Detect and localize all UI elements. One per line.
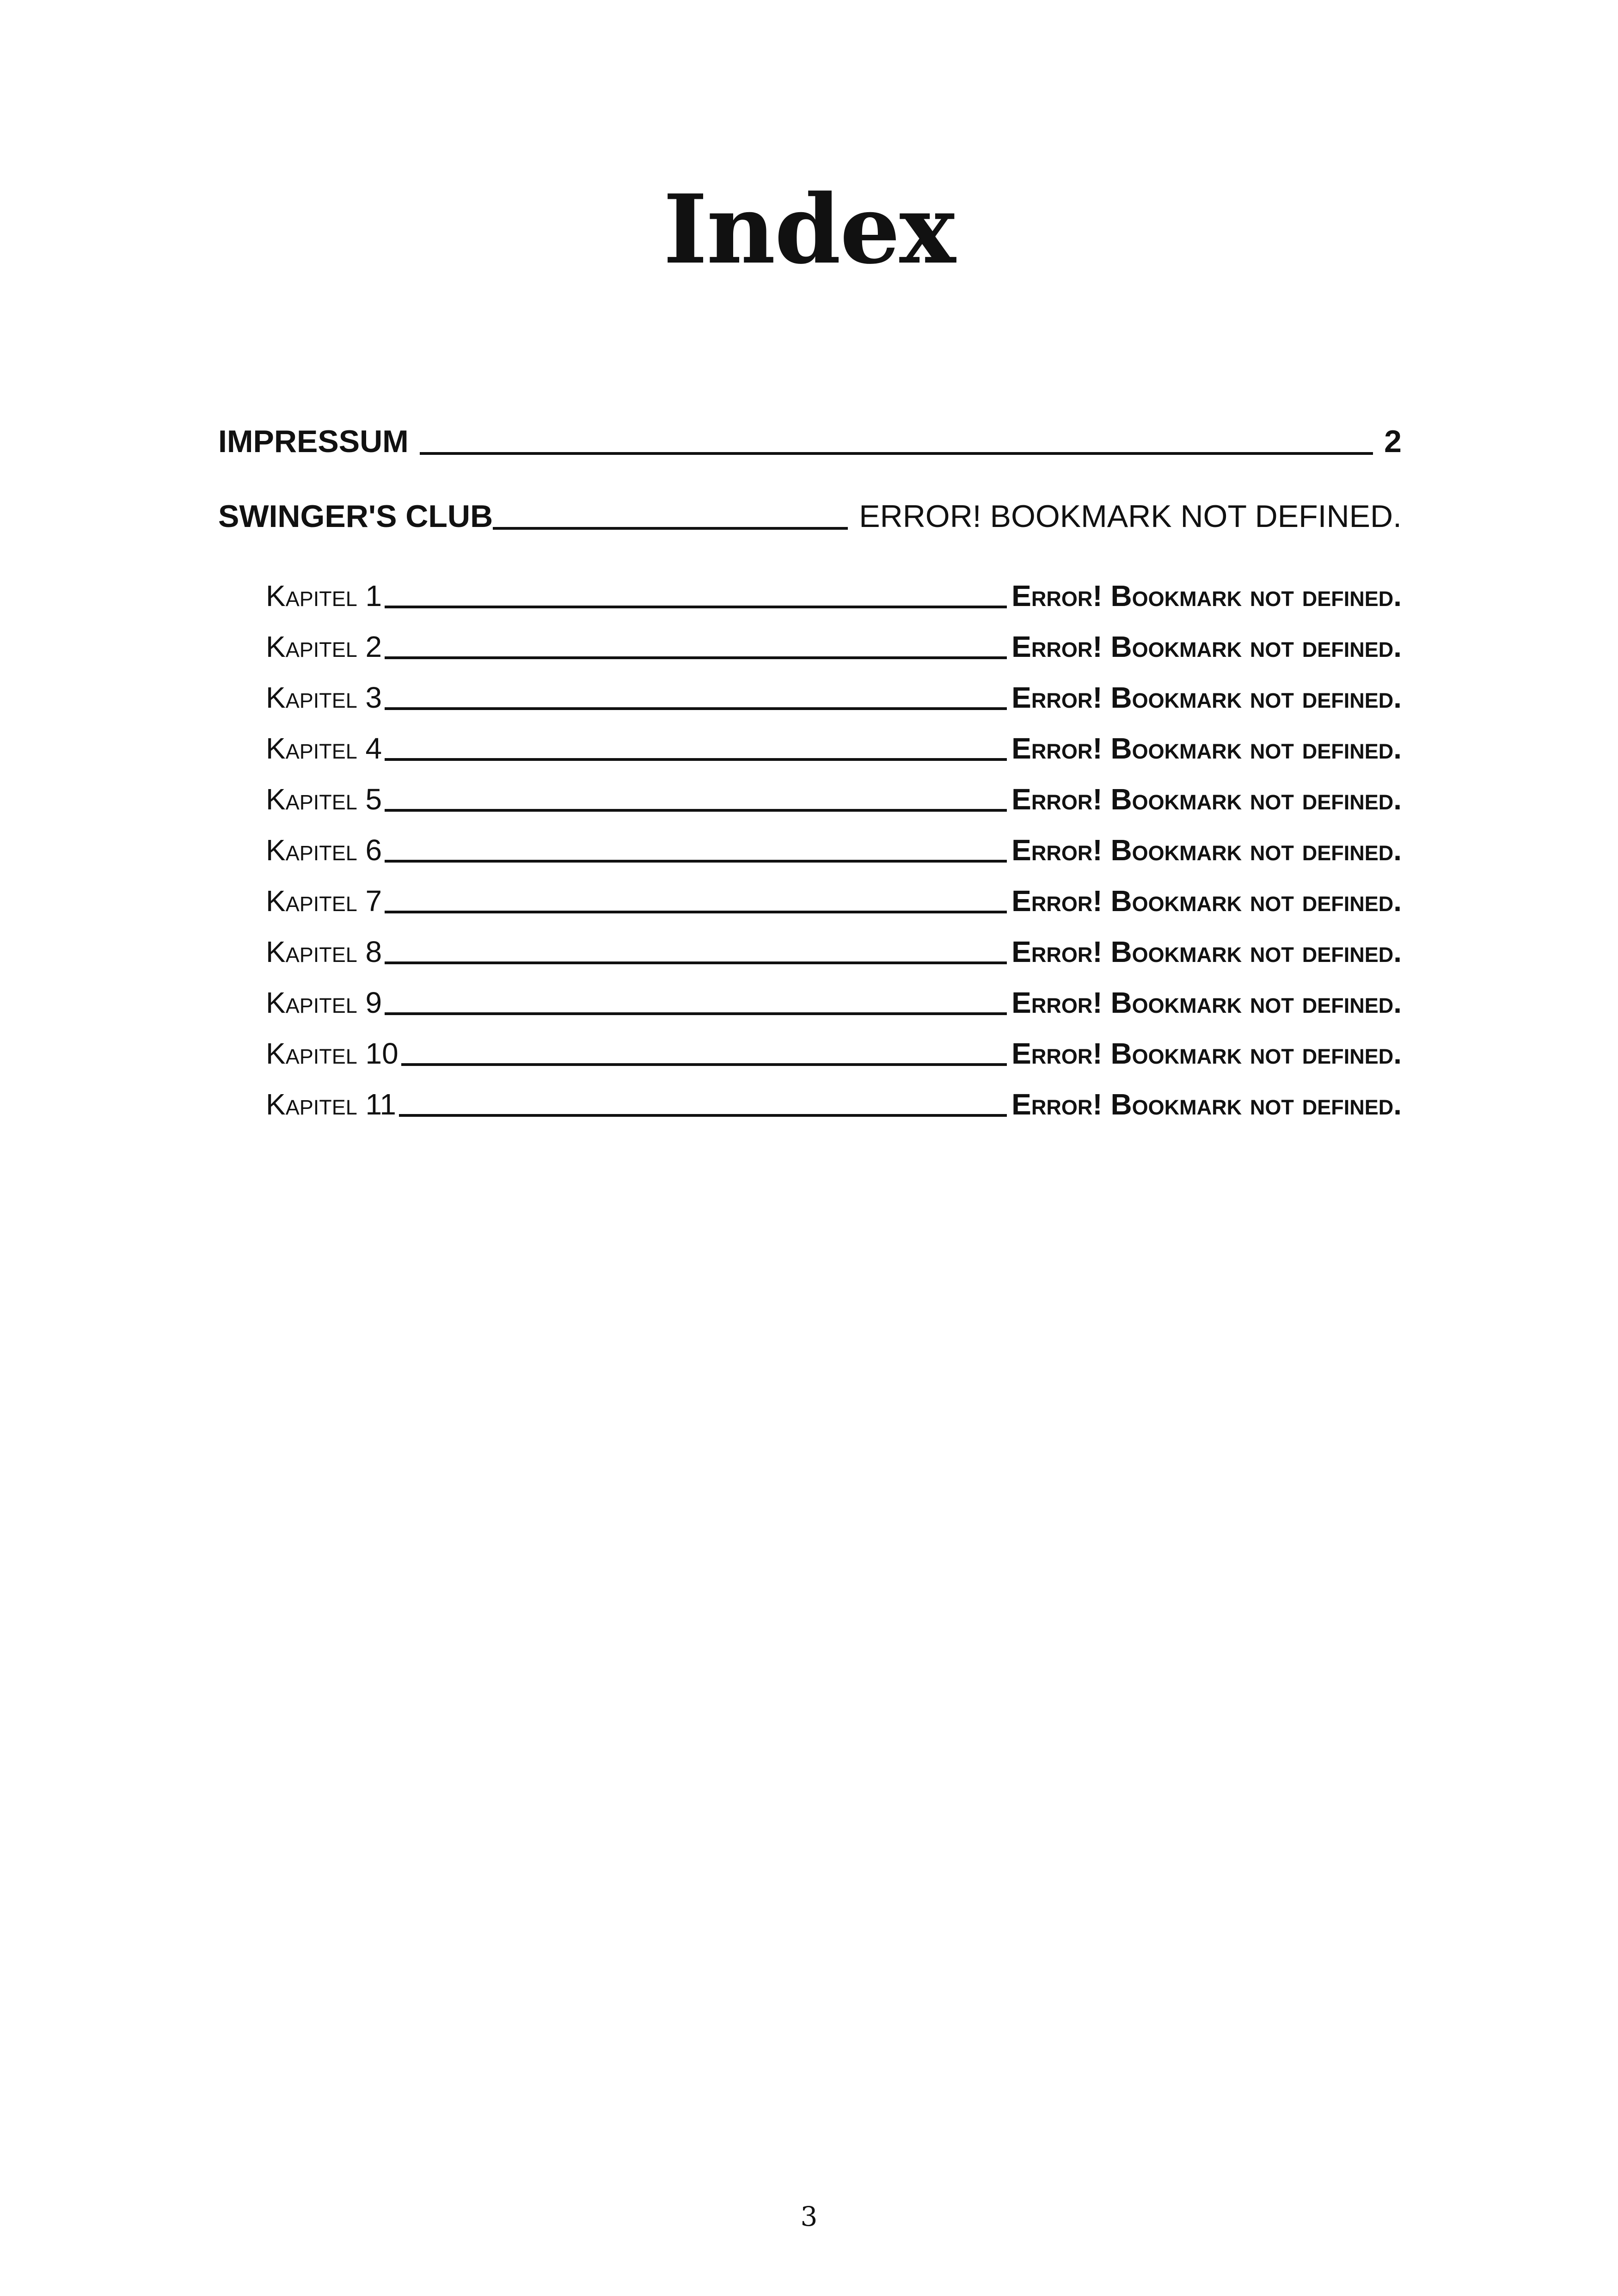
toc-entry-page: Error! Bookmark not defined. — [1011, 1037, 1402, 1070]
toc-leader-line — [401, 1063, 1007, 1066]
toc-leader-line — [385, 911, 1007, 913]
toc-entry-title: SWINGER'S CLUB — [218, 499, 493, 534]
toc-leader-line — [420, 452, 1373, 455]
toc-entry-page: Error! Bookmark not defined. — [1011, 630, 1402, 663]
toc-leader-line — [385, 809, 1007, 812]
toc-entry-title: IMPRESSUM — [218, 424, 409, 459]
page-number: 3 — [800, 2201, 818, 2232]
toc-entry-title: Kapitel 2 — [266, 630, 382, 663]
toc-entry-page: ERROR! BOOKMARK NOT DEFINED. — [859, 499, 1402, 534]
toc-entry-chapter[interactable] — [266, 1082, 1402, 1121]
toc-entry-chapter[interactable] — [266, 1031, 1402, 1071]
toc-entry-chapter[interactable] — [266, 878, 1402, 918]
toc-entry-impressum[interactable] — [218, 417, 1402, 459]
toc-entry-title: Kapitel 7 — [266, 884, 382, 918]
page-title: Index — [663, 174, 955, 285]
toc-entry-title: Kapitel 5 — [266, 783, 382, 816]
toc-leader-line — [385, 707, 1007, 710]
toc-entry-title: Kapitel 10 — [266, 1037, 398, 1070]
toc-entry-chapter[interactable] — [266, 726, 1402, 765]
toc-entry-title: Kapitel 4 — [266, 732, 382, 765]
toc-entry-title: Kapitel 9 — [266, 986, 382, 1019]
toc-leader-line — [385, 758, 1007, 761]
toc-entry-title: Kapitel 3 — [266, 681, 382, 714]
toc-entry-page: Error! Bookmark not defined. — [1011, 681, 1402, 714]
toc-entry-page: Error! Bookmark not defined. — [1011, 833, 1402, 867]
toc-entry-page: 2 — [1384, 424, 1402, 459]
toc-entry-page: Error! Bookmark not defined. — [1011, 1088, 1402, 1121]
toc-leader-line — [399, 1114, 1007, 1117]
toc-entry-chapter[interactable] — [266, 624, 1402, 664]
toc-entry-page: Error! Bookmark not defined. — [1011, 986, 1402, 1019]
toc-entry-chapter[interactable] — [266, 980, 1402, 1020]
toc-entry-chapter[interactable] — [266, 929, 1402, 969]
toc-entry-page: Error! Bookmark not defined. — [1011, 935, 1402, 968]
toc-leader-line — [385, 1012, 1007, 1015]
toc-entry-page: Error! Bookmark not defined. — [1011, 732, 1402, 765]
toc-leader-line — [385, 606, 1007, 608]
toc-leader-line — [385, 860, 1007, 863]
toc-entry-title: Kapitel 6 — [266, 833, 382, 867]
toc-entry-chapter[interactable] — [266, 827, 1402, 867]
toc-entry-page: Error! Bookmark not defined. — [1011, 884, 1402, 918]
toc-entry-chapter[interactable] — [266, 573, 1402, 613]
toc-entry-title: Kapitel 1 — [266, 579, 382, 612]
toc-entry-chapter[interactable] — [266, 675, 1402, 715]
toc-entry-page: Error! Bookmark not defined. — [1011, 579, 1402, 612]
toc-entry-chapter[interactable] — [266, 777, 1402, 816]
toc-leader-line — [385, 656, 1007, 659]
toc-entry-swingers-club[interactable] — [218, 492, 1402, 534]
toc-entry-title: Kapitel 11 — [266, 1088, 396, 1121]
toc-entry-page: Error! Bookmark not defined. — [1011, 783, 1402, 816]
toc-leader-line — [385, 961, 1007, 964]
toc-entry-title: Kapitel 8 — [266, 935, 382, 968]
toc-leader-line — [493, 527, 848, 530]
